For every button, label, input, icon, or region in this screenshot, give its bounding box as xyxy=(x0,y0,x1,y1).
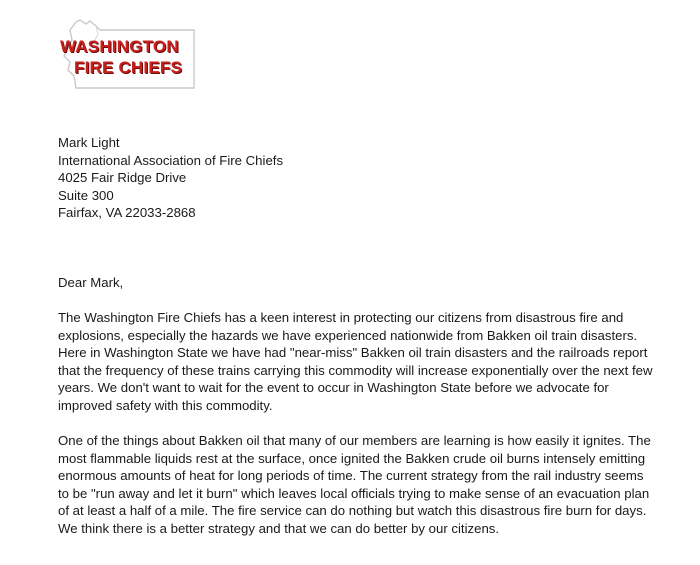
recipient-name: Mark Light xyxy=(58,135,120,150)
recipient-organization: International Association of Fire Chiefs xyxy=(58,152,284,168)
letter-salutation: Dear Mark, xyxy=(58,275,124,290)
recipient-suite: Suite 300 xyxy=(58,187,114,203)
logo-text-washington: WASHINGTON xyxy=(60,37,179,56)
washington-fire-chiefs-logo xyxy=(56,18,206,90)
letter-paragraph-2: One of the things about Bakken oil that many of our members are learning is how easily it ignites. The most flammable liquids rest at the surface, once ignited the Bakken crude oil burns intensely emitting enormous amounts of heat for long periods of time. The current strategy from the rail industry seems to be "run away and let it burn" which leaves local officials trying to make sense of an evacuation plan of at least a half of a mile. The fire service can do nothing but watch this disastrous fire burn for days. We think there is a better strategy and that we can do better by our citizens. xyxy=(58,433,651,536)
logo-text-fire-chiefs: FIRE CHIEFS xyxy=(74,58,182,77)
recipient-street: 4025 Fair Ridge Drive xyxy=(58,170,187,186)
recipient-city-state-zip: Fairfax, VA 22033-2868 xyxy=(58,205,196,221)
recipient-address-block xyxy=(58,134,283,222)
letter-paragraph-1: The Washington Fire Chiefs has a keen interest in protecting our citizens from disastrous fire and explosions, especially the hazards we have experienced nationwide from Bakken oil train disasters. Here in Washington State we have had "near-miss" Bakken oil train disasters and the railroads report that the frequency of these trains carrying this commodity will increase exponentially over the next few years. We don't want to wait for the event to occur in Washington State before we advocate for improved safety with this commodity. xyxy=(58,310,653,413)
